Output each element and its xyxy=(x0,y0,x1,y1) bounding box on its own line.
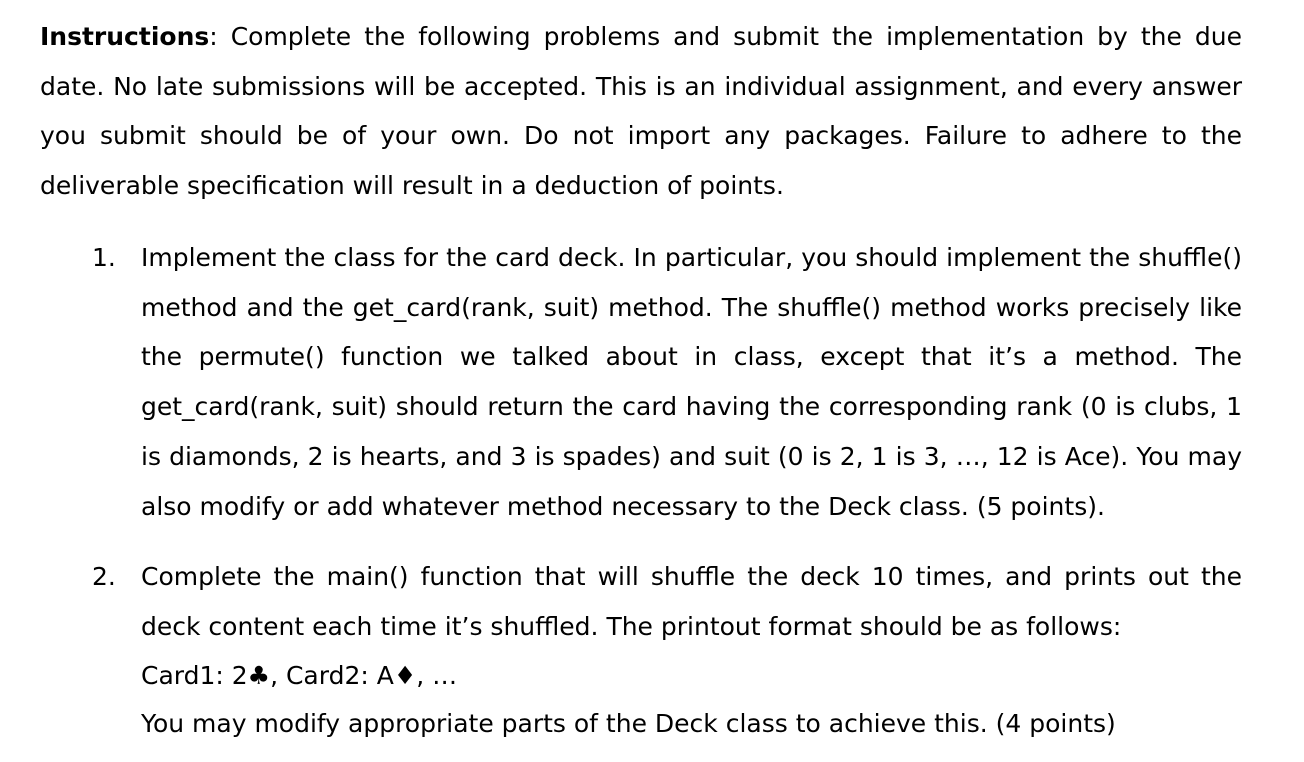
instructions-paragraph xyxy=(40,12,1242,211)
problem-1-text: Implement the class for the card deck. In particular, you should implement the shuffle() method and the get_card(rank, suit) method. The shuffle() method works precisely like the permute() function we talked about in class, except that it’s a method. The get_card(rank, suit) should return the card having the corresponding rank (0 is clubs, 1 is diamonds, 2 is hearts, and 3 is spades) and suit (0 is 2, 1 is 3, …, 12 is Ace). You may also modify or add whatever method necessary to the Deck class. (5 points). xyxy=(141,243,1242,521)
problem-2-example-output: Card1: 2♣, Card2: A♦, … xyxy=(141,661,458,691)
instructions-label: Instructions xyxy=(40,22,210,51)
instructions-text: : Complete the following problems and submit the implementation by the due date. No late submissions will be accepted. This is an individual assignment, and every answer you submit should be of your own. Do not import any packages. Failure to adhere to the deliverable specification will result in a deduction of points. xyxy=(40,22,1242,201)
problem-2-text: Complete the main() function that will shuffle the deck 10 times, and prints out the deck content each time it’s shuffled. The printout format should be as follows: xyxy=(141,562,1242,641)
problem-2-note: You may modify appropriate parts of the Deck class to achieve this. (4 points) xyxy=(141,709,1116,739)
problem-2 xyxy=(88,552,1242,746)
problem-2-number: 2. xyxy=(92,562,116,591)
problem-1-number: 1. xyxy=(92,243,116,272)
problem-1 xyxy=(88,233,1242,531)
